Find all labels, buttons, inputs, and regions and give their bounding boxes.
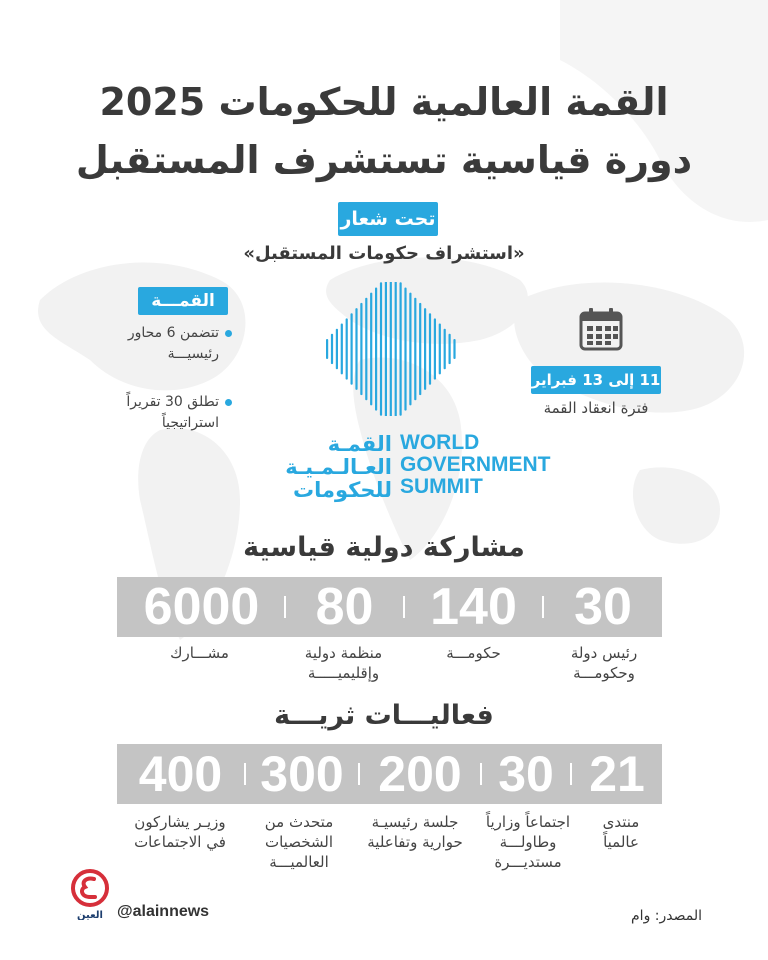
logo-bar xyxy=(365,298,367,401)
logo-bar xyxy=(341,324,343,375)
logo-bar xyxy=(414,298,416,401)
logo-bar xyxy=(404,288,406,411)
stat-label: جلسة رئيسيـة حوارية وتفاعلية xyxy=(367,813,463,851)
stat-label: مشـــارك xyxy=(170,644,229,662)
stat-number: 80 xyxy=(315,578,374,636)
logo-bar xyxy=(449,334,451,364)
date-range-chip: 11 إلى 13 فبراير xyxy=(531,366,661,394)
calendar-icon xyxy=(578,306,624,352)
logo-bar xyxy=(355,308,357,390)
logo-arabic-text xyxy=(204,433,392,502)
stat-number: 400 xyxy=(138,746,223,802)
events-title: فعاليـــات ثريـــة xyxy=(274,700,494,731)
stat-label: منظمة دولية وإقليميـــــة xyxy=(304,644,383,682)
stat-label: متحدث من الشخصيات العالميـــة xyxy=(264,813,334,871)
logo-bar xyxy=(351,313,353,385)
bullet-1-line-1: تتضمن 6 محاور xyxy=(127,325,219,341)
logo-bar xyxy=(360,303,362,395)
logo-en-line-1: WORLD xyxy=(400,431,480,454)
stat-number: 6000 xyxy=(143,578,260,636)
alain-logo-icon xyxy=(66,868,114,920)
stat-label: اجتماعاً وزارياً وطاولـــة مستديـــرة xyxy=(485,813,571,871)
events-bar xyxy=(117,744,662,804)
summit-bullet-1 xyxy=(72,323,232,365)
title-line-2: دورة قياسية تستشرف المستقبل xyxy=(75,138,693,182)
logo-bar xyxy=(380,282,382,415)
logo-bar xyxy=(326,339,328,359)
social-handle[interactable]: @alainnews xyxy=(117,903,210,920)
logo-ar-line-1: القمـة xyxy=(327,432,392,456)
logo-en-line-3: SUMMIT xyxy=(400,475,483,498)
logo-ar-line-3: للحكومات xyxy=(293,478,392,502)
logo-bar xyxy=(346,318,348,379)
logo-bar xyxy=(439,324,441,375)
summit-chip: القمـــة xyxy=(138,287,228,315)
logo-bar xyxy=(434,318,436,379)
logo-bar xyxy=(419,303,421,395)
logo-ar-line-2: العـالـمـيـة xyxy=(285,455,392,479)
summit-logo-icon xyxy=(322,282,458,416)
logo-bar xyxy=(444,329,446,370)
logo-en-line-2: GOVERNMENT xyxy=(400,453,551,476)
logo-bar xyxy=(370,293,372,406)
logo-bar xyxy=(400,282,402,415)
bullet-2-line-2: استراتيجياً xyxy=(161,415,219,431)
logo-bar xyxy=(385,282,387,416)
summit-bullet-2 xyxy=(72,392,232,434)
slogan-text: «استشراف حكومات المستقبل» xyxy=(243,243,525,264)
stat-label: رئيس دولة وحكومـــة xyxy=(570,644,638,682)
bullet-dot-icon xyxy=(225,330,232,337)
stat-number: 200 xyxy=(378,746,462,802)
participation-title: مشاركة دولية قياسية xyxy=(243,532,525,563)
stat-label: وزيـر يشاركون في الاجتماعات xyxy=(134,813,226,851)
stat-number: 30 xyxy=(574,578,632,636)
brand-text: العين xyxy=(77,910,103,920)
logo-bar xyxy=(395,282,397,416)
logo-bar xyxy=(424,308,426,390)
stat-label: حكومـــة xyxy=(446,644,501,662)
stat-number: 21 xyxy=(589,746,645,802)
logo-bar xyxy=(390,282,392,416)
title-line-1: القمة العالمية للحكومات 2025 xyxy=(99,80,669,124)
bullet-1-line-2: رئيسيـــة xyxy=(167,346,219,362)
participation-bar xyxy=(117,577,662,637)
logo-bar xyxy=(336,329,338,370)
logo-bar xyxy=(409,293,411,406)
stat-number: 30 xyxy=(498,746,554,802)
logo-bar xyxy=(429,313,431,385)
logo-english-text xyxy=(400,432,580,498)
logo-bar xyxy=(331,334,333,364)
bullet-2-line-1: تطلق 30 تقريراً xyxy=(126,394,219,410)
slogan-chip: تحت شعار xyxy=(338,202,438,236)
stat-number: 140 xyxy=(430,578,517,636)
logo-bar xyxy=(453,339,455,359)
bullet-dot-icon xyxy=(225,399,232,406)
stat-label: منتدى عالمياً xyxy=(602,813,640,851)
source-text: المصدر: وام xyxy=(631,908,702,924)
logo-bar xyxy=(375,288,377,411)
stat-number: 300 xyxy=(260,746,344,802)
date-label: فترة انعقاد القمة xyxy=(543,399,649,417)
